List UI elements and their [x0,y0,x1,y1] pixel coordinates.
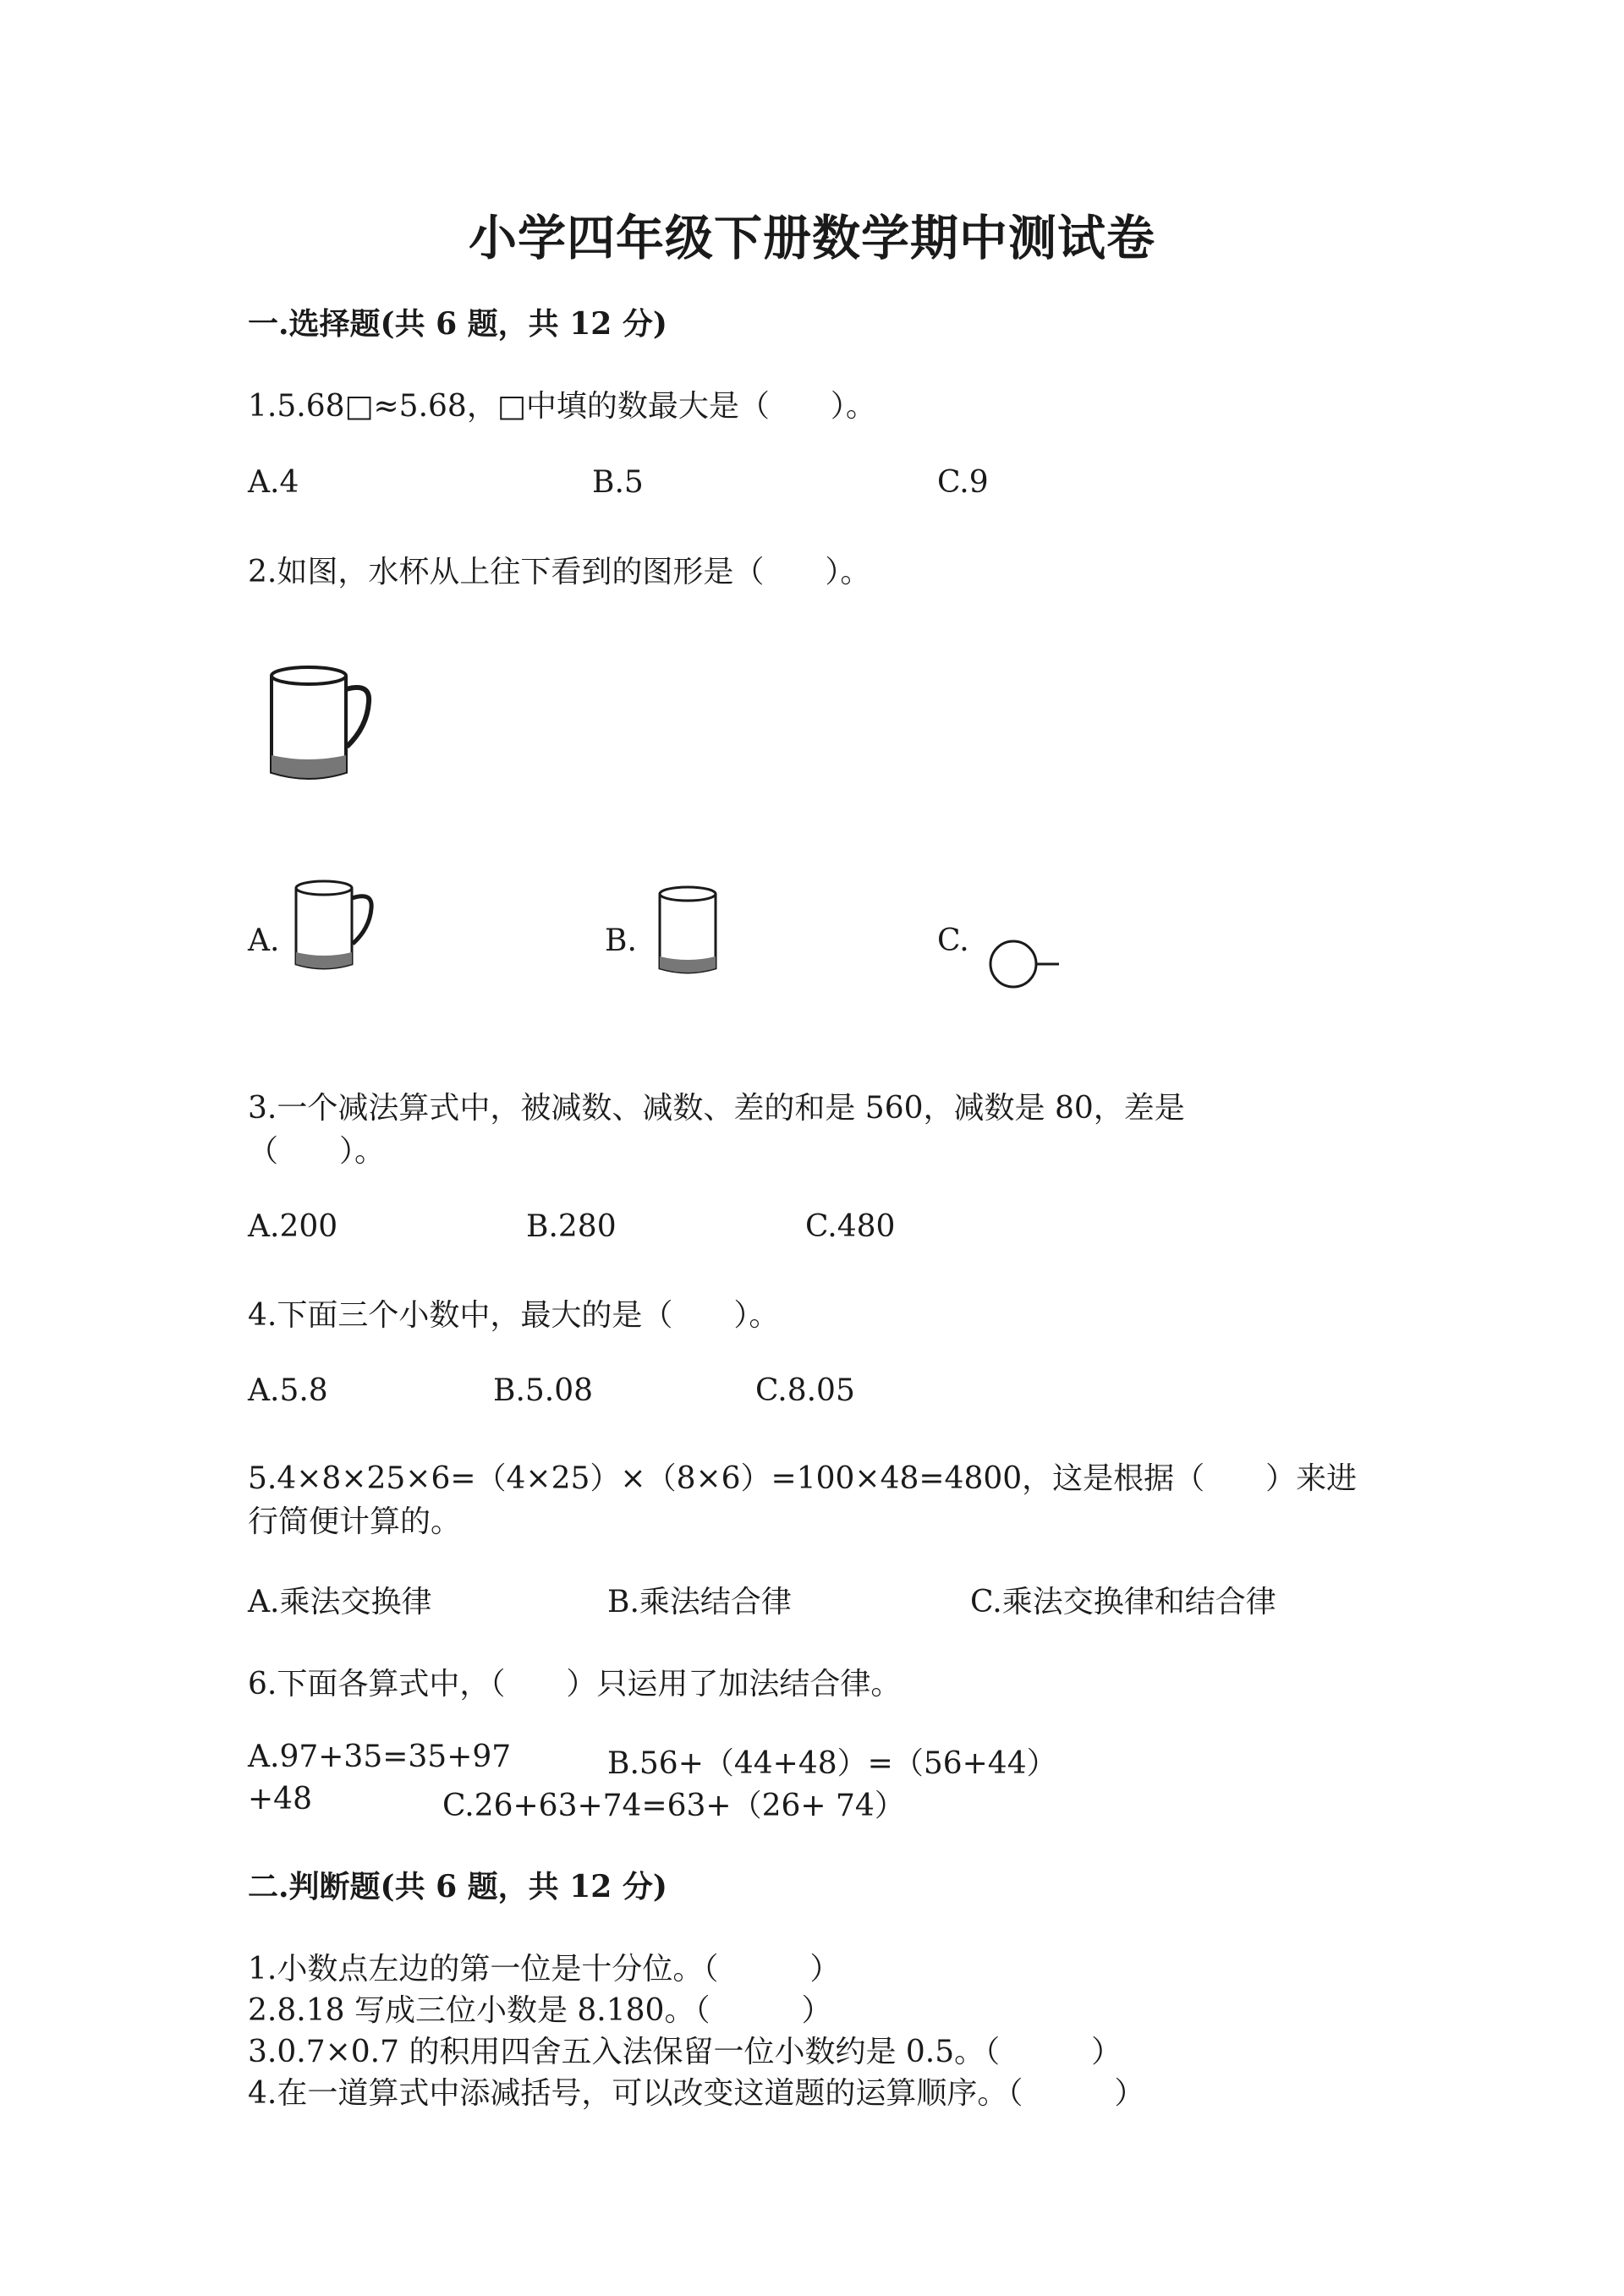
mug-figure [262,664,372,782]
question-1-option-a[interactable]: A.4 [248,465,299,500]
question-6-option-b[interactable]: B.56+（44+48）=（56+44） [607,1746,1057,1781]
judgment-item-4[interactable]: 4.在一道算式中添减括号，可以改变这道题的运算顺序。（ ） [248,2076,1145,2111]
cylinder-view-icon[interactable] [656,884,723,981]
question-5-stem-line2: 行简便计算的。 [248,1504,462,1539]
question-2-option-c[interactable]: C. [937,923,969,958]
question-2-stem: 2.如图，水杯从上往下看到的图形是（ ）。 [248,555,871,589]
question-4-stem: 4.下面三个小数中，最大的是（ ）。 [248,1298,780,1333]
question-5-option-b[interactable]: B.乘法结合律 [607,1585,792,1619]
question-6-option-c[interactable]: C.26+63+74=63+（26+ 74） [442,1789,905,1823]
top-view-circle-icon[interactable] [988,939,1064,989]
question-3-stem-line2: （ ）。 [248,1134,386,1169]
section-heading-judgment: 二.判断题(共 6 题，共 12 分) [248,1869,667,1904]
question-3-option-a[interactable]: A.200 [248,1209,338,1244]
judgment-item-1[interactable]: 1.小数点左边的第一位是十分位。（ ） [248,1952,841,1986]
question-3-stem-line1: 3.一个减法算式中，被减数、减数、差的和是 560，减数是 80，差是 [248,1091,1185,1126]
question-1-stem: 1.5.68□≈5.68，□中填的数最大是（ ）。 [248,389,876,424]
question-1-option-c[interactable]: C.9 [937,465,989,500]
question-3-option-c[interactable]: C.480 [805,1209,896,1244]
question-6-option-b-continued: +48 [248,1782,312,1817]
question-4-option-c[interactable]: C.8.05 [755,1373,855,1408]
question-5-option-a[interactable]: A.乘法交换律 [248,1585,432,1619]
judgment-item-3[interactable]: 3.0.7×0.7 的积用四舍五入法保留一位小数约是 0.5。（ ） [248,2035,1122,2069]
mug-side-view-icon[interactable] [292,878,376,975]
question-6-option-a[interactable]: A.97+35=35+97 [248,1740,512,1774]
question-4-option-b[interactable]: B.5.08 [493,1373,594,1408]
question-5-option-c[interactable]: C.乘法交换律和结合律 [970,1585,1276,1619]
question-4-option-a[interactable]: A.5.8 [248,1373,328,1408]
question-6-stem: 6.下面各算式中，（ ）只运用了加法结合律。 [248,1667,902,1701]
question-2-option-a[interactable]: A. [248,923,280,958]
question-5-stem-line1: 5.4×8×25×6=（4×25）×（8×6）=100×48=4800，这是根据（ ）来进 [248,1461,1358,1496]
judgment-item-2[interactable]: 2.8.18 写成三位小数是 8.180。（ ） [248,1993,832,2028]
question-3-option-b[interactable]: B.280 [526,1209,617,1244]
question-2-option-b[interactable]: B. [605,923,637,958]
section-heading-choice: 一.选择题(共 6 题，共 12 分) [248,306,667,342]
page-title: 小学四年级下册数学期中测试卷 [469,210,1155,266]
question-1-option-b[interactable]: B.5 [592,465,644,500]
